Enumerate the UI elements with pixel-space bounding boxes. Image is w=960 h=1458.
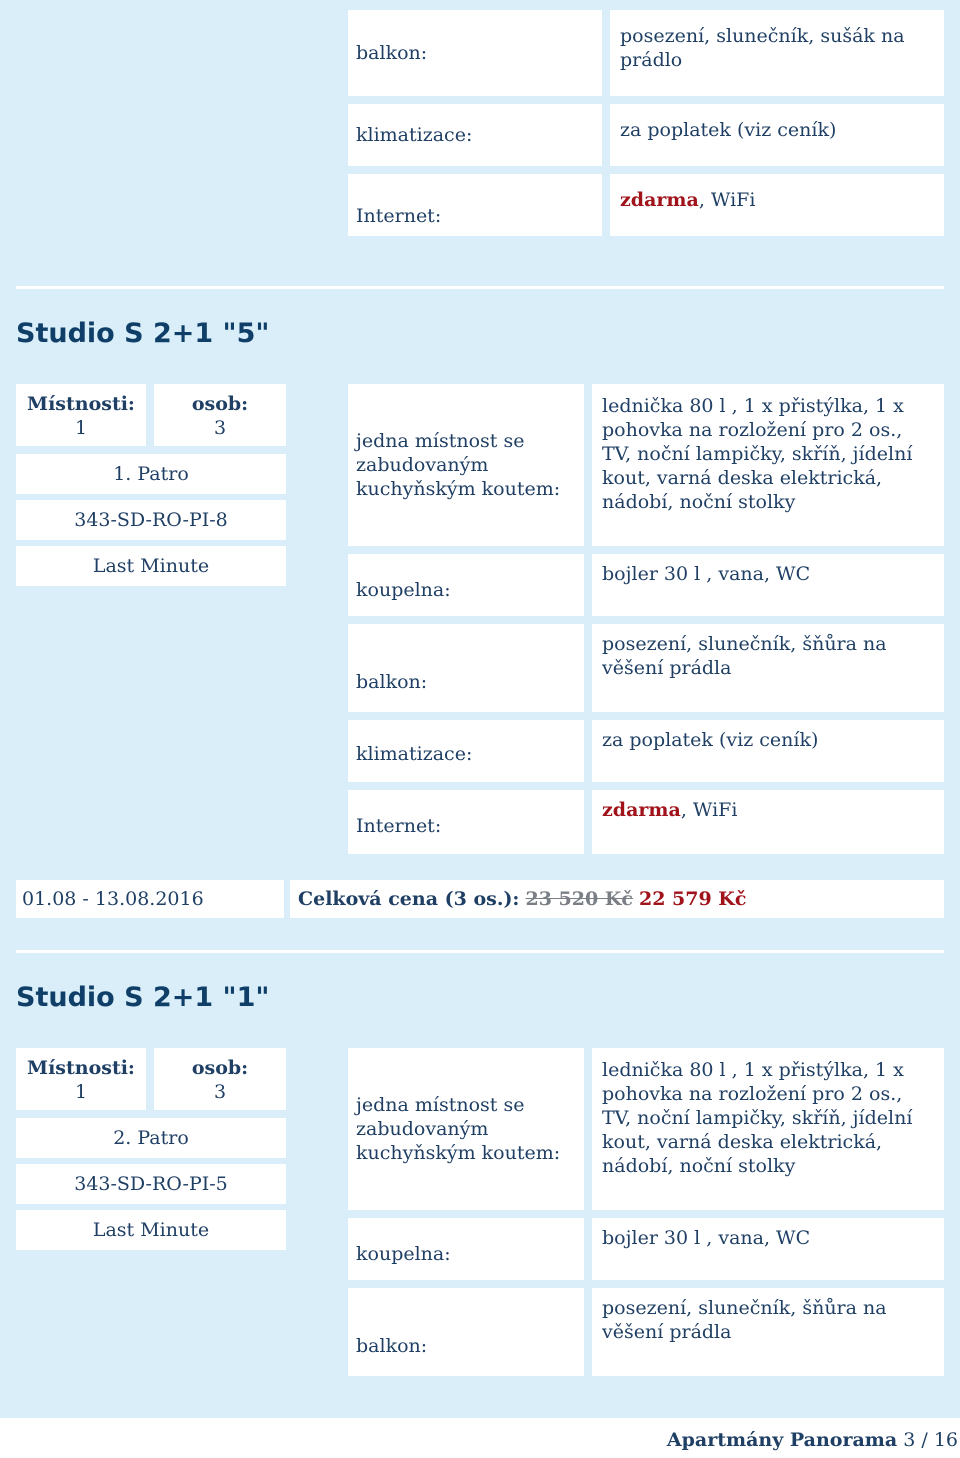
persons-cell — [154, 1048, 286, 1110]
row-label: jedna místnost se zabudovaným kuchyňským koutem: — [348, 384, 584, 546]
page-number: 3 / 16 — [903, 1429, 958, 1451]
old-price: 23 520 Kč — [525, 888, 633, 910]
last-minute-badge: Last Minute — [16, 1210, 286, 1250]
unit-title: Studio S 2+1 "1" — [16, 982, 270, 1013]
price-dates: 01.08 - 13.08.2016 — [16, 880, 284, 918]
row-value: za poplatek (viz ceník) — [610, 104, 944, 166]
row-value: za poplatek (viz ceník) — [592, 720, 944, 782]
unit-code: 343-SD-RO-PI-5 — [16, 1164, 286, 1204]
rooms-cell — [16, 384, 146, 446]
row-value: bojler 30 l , vana, WC — [592, 1218, 944, 1280]
price-total — [290, 880, 944, 918]
row-label: balkon: — [348, 10, 602, 96]
row-label: klimatizace: — [348, 104, 602, 166]
row-value: bojler 30 l , vana, WC — [592, 554, 944, 616]
rooms-value: 1 — [74, 1081, 88, 1103]
row-value: zdarma, WiFi — [592, 790, 944, 854]
persons-value: 3 — [213, 417, 227, 439]
footer-brand: Apartmány Panorama — [666, 1429, 898, 1451]
rooms-cell — [16, 1048, 146, 1110]
unit-code: 343-SD-RO-PI-8 — [16, 500, 286, 540]
row-value: posezení, slunečník, šňůra na věšení prádla — [592, 1288, 944, 1376]
row-value: lednička 80 l , 1 x přistýlka, 1 x pohovka na rozložení pro 2 os., TV, noční lampičky, skříň, jídelní kout, varná deska elektrická, nádobí, noční stolky — [592, 384, 944, 546]
row-label: koupelna: — [348, 1218, 584, 1280]
row-label: Internet: — [348, 174, 602, 236]
separator — [16, 950, 944, 953]
row-label: balkon: — [348, 624, 584, 712]
persons-label: osob: — [191, 393, 249, 415]
row-label: jedna místnost se zabudovaným kuchyňským koutem: — [348, 1048, 584, 1210]
rooms-label: Místnosti: — [27, 1057, 135, 1079]
separator — [16, 286, 944, 289]
row-label: balkon: — [348, 1288, 584, 1376]
price-label: Celková cena (3 os.): — [298, 888, 520, 910]
row-value: zdarma, WiFi — [610, 174, 944, 236]
row-value: posezení, slunečník, šňůra na věšení prádla — [592, 624, 944, 712]
floor: 2. Patro — [16, 1118, 286, 1158]
rooms-value: 1 — [74, 417, 88, 439]
unit-title: Studio S 2+1 "5" — [16, 318, 270, 349]
last-minute-badge: Last Minute — [16, 546, 286, 586]
persons-cell — [154, 384, 286, 446]
persons-value: 3 — [213, 1081, 227, 1103]
persons-label: osob: — [191, 1057, 249, 1079]
page-footer — [667, 1429, 958, 1451]
row-label: klimatizace: — [348, 720, 584, 782]
rooms-label: Místnosti: — [27, 393, 135, 415]
row-value: posezení, slunečník, sušák na prádlo — [610, 10, 944, 96]
new-price: 22 579 Kč — [638, 888, 747, 910]
floor: 1. Patro — [16, 454, 286, 494]
row-value: lednička 80 l , 1 x přistýlka, 1 x pohovka na rozložení pro 2 os., TV, noční lampičky, skříň, jídelní kout, varná deska elektrická, nádobí, noční stolky — [592, 1048, 944, 1210]
row-label: Internet: — [348, 790, 584, 854]
row-label: koupelna: — [348, 554, 584, 616]
